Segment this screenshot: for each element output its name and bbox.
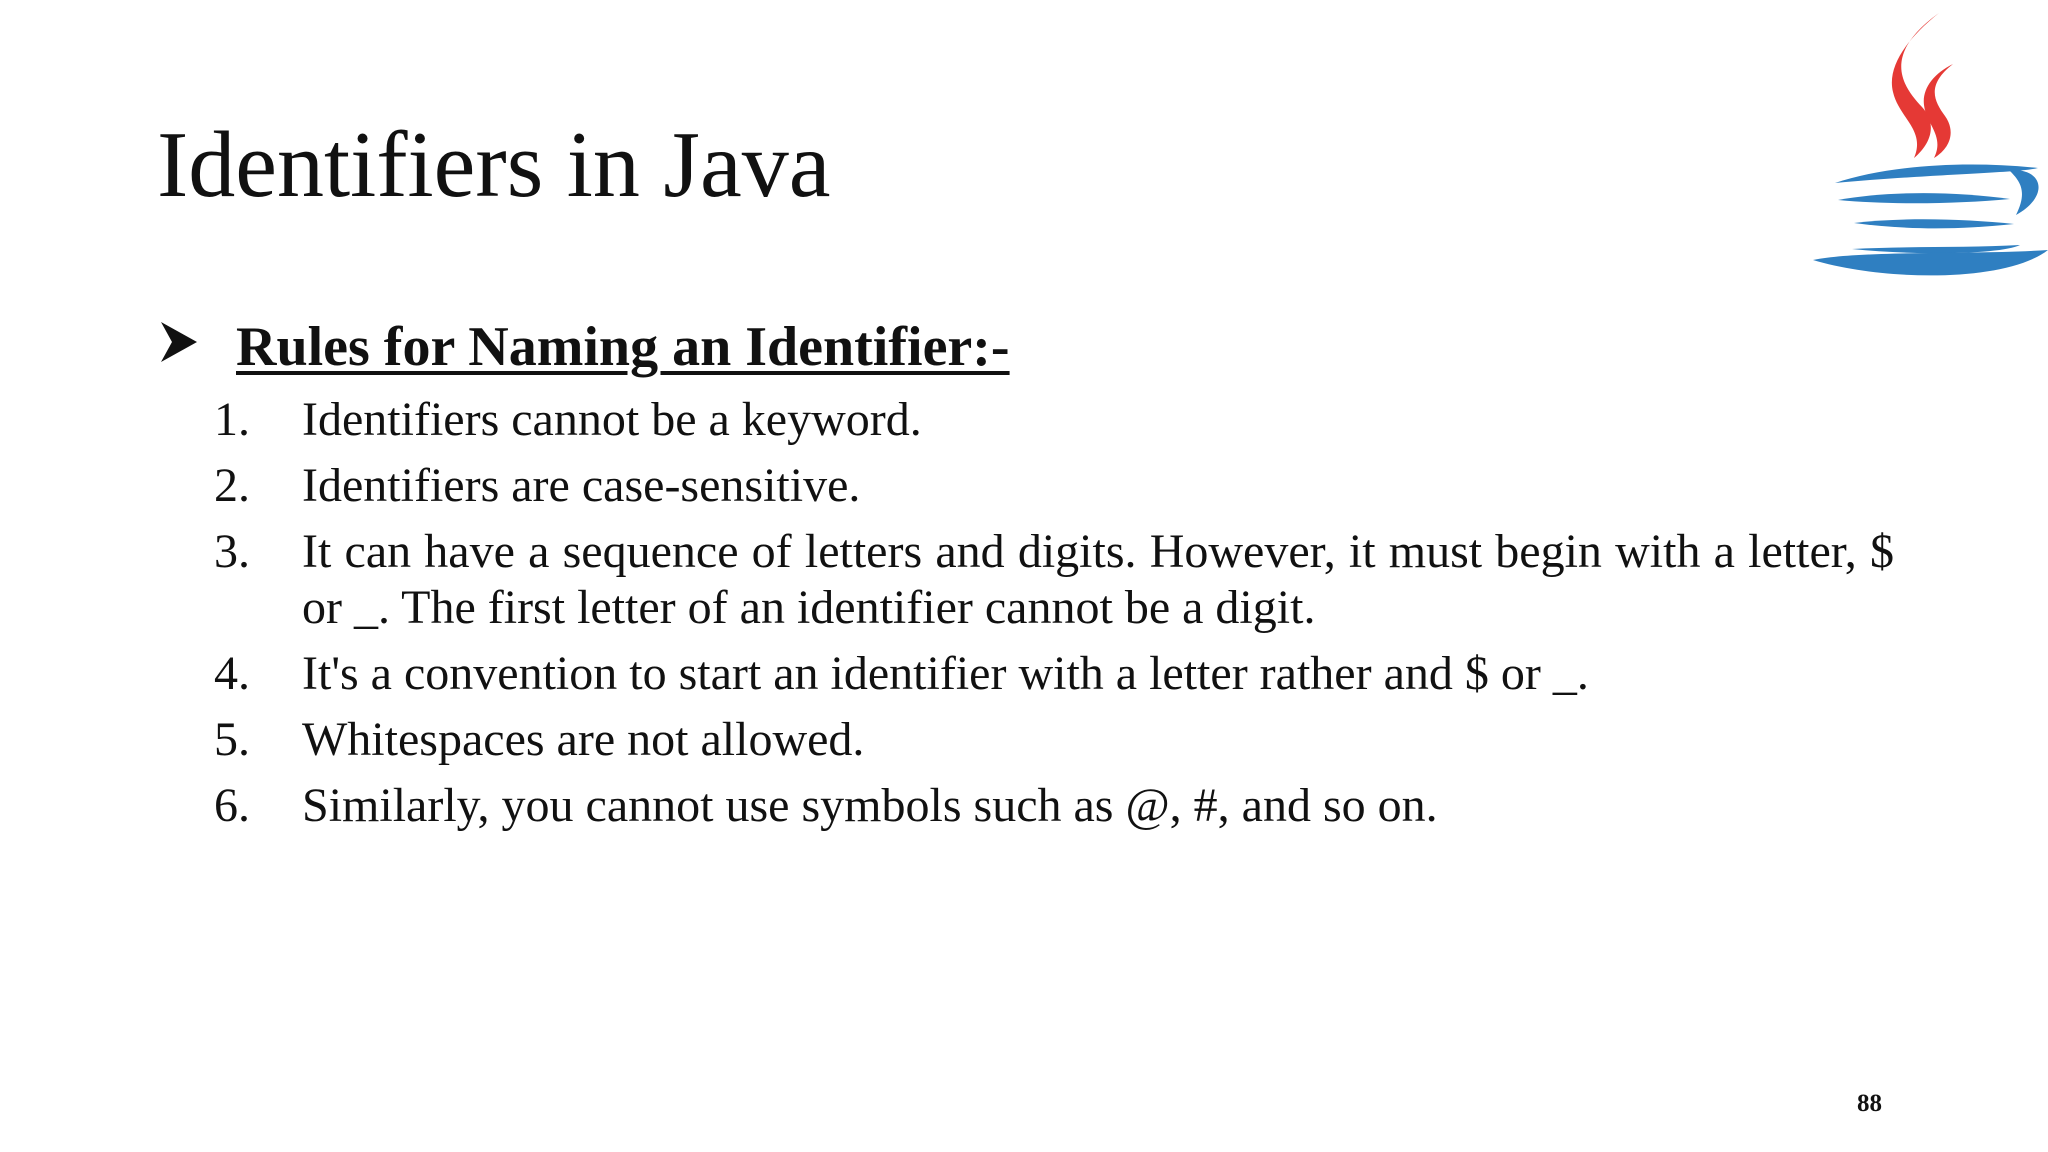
list-item-text: Identifiers are case-sensitive. [302,459,861,512]
list-item-text: Similarly, you cannot use symbols such as @, #, and so on. [302,779,1438,832]
list-item-text: It can have a sequence of letters and digits. However, it must begin with a letter, $ or _. The first letter of an identifier cannot be a digit. [302,525,1894,634]
list-item-text: Whitespaces are not allowed. [302,713,865,766]
list-item-text: It's a convention to start an identifier with a letter rather and $ or _. [302,647,1589,700]
page-number: 88 [1857,1090,1882,1117]
list-item-number: 1. [214,393,250,446]
list-item-number: 6. [214,779,250,832]
list-item-number: 3. [214,525,250,578]
slide-title: Identifiers in Java [157,113,831,217]
list-item-number: 4. [214,647,250,700]
list-item-number: 2. [214,459,250,512]
section-heading: Rules for Naming an Identifier:- [236,316,1010,378]
list-item-number: 5. [214,713,250,766]
list-item-text: Identifiers cannot be a keyword. [302,393,922,446]
